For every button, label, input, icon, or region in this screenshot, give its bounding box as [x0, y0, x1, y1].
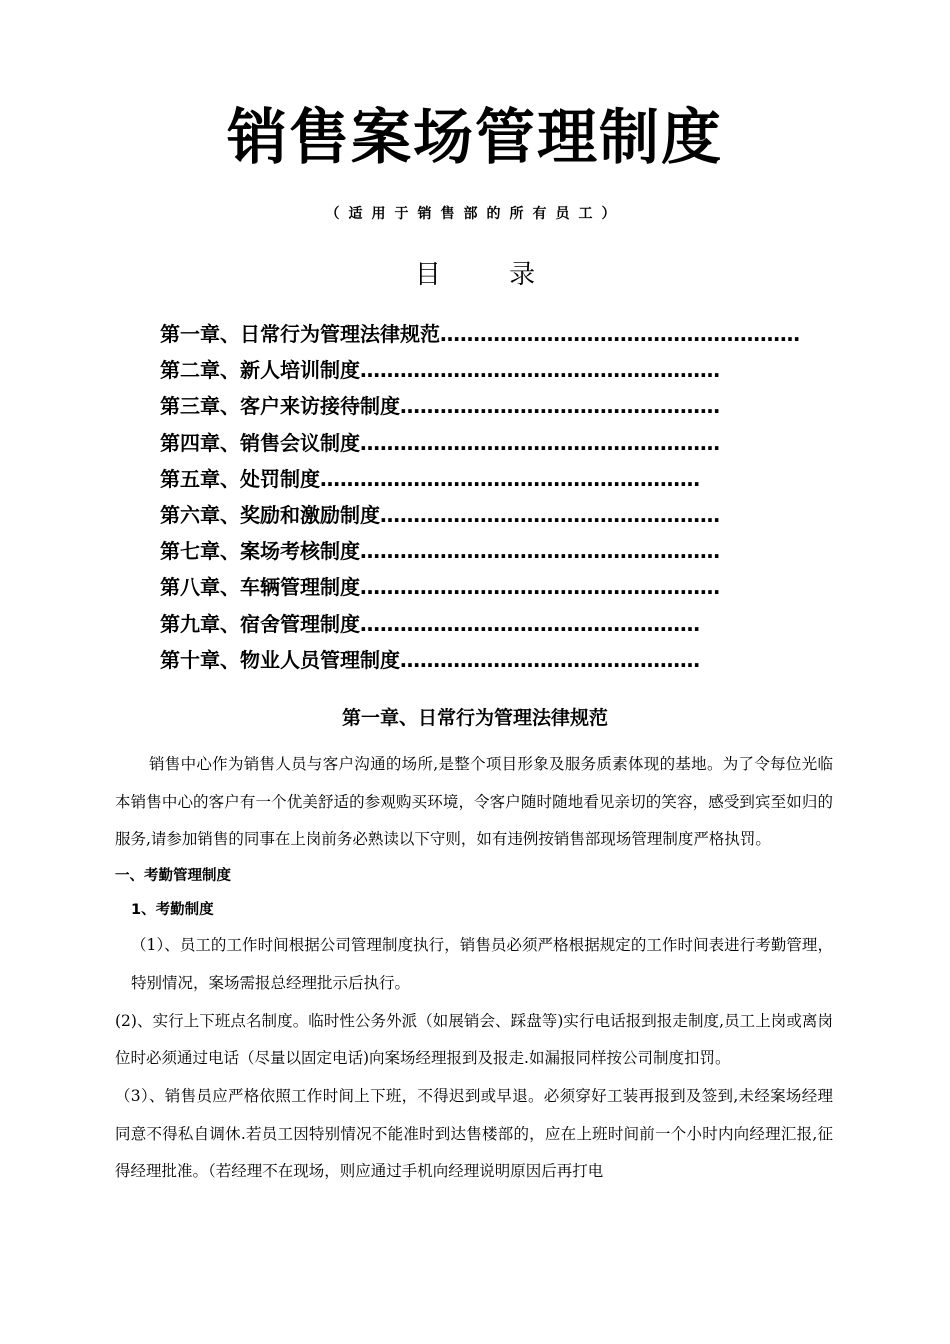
- toc-item: [160, 533, 850, 569]
- subsection-heading: 1、考勤制度: [131, 902, 214, 919]
- table-of-contents: [160, 316, 850, 678]
- toc-item: [160, 425, 850, 461]
- toc-item: [160, 388, 850, 424]
- toc-item-leader: ………………………………………: [400, 647, 700, 672]
- toc-item-label: 第八章、车辆管理制度: [160, 575, 360, 600]
- chapter-heading: 第一章、日常行为管理法律规范: [341, 707, 608, 729]
- document-subtitle: （适用于销售部的所有员工）: [325, 206, 625, 222]
- toc-item: [160, 569, 850, 605]
- toc-item-leader: ………………………………………………: [360, 539, 720, 564]
- toc-item: [160, 497, 850, 533]
- toc-item-label: 第六章、奖励和激励制度: [160, 502, 380, 527]
- toc-item-leader: ………………………………………………: [360, 358, 720, 383]
- toc-item-leader: ……………………………………………: [380, 502, 720, 527]
- toc-item: [160, 606, 850, 642]
- toc-item: [160, 316, 850, 352]
- toc-item-label: 第五章、处罚制度: [160, 466, 320, 491]
- toc-item-leader: ………………………………………………: [440, 322, 800, 346]
- rule-item-3: （3）、销售员应严格依照工作时间上下班，不得迟到或早退。必须穿好工装再报到及签到,未经案场经理同意不得私自调休.若员工因特别情况不能准时到达售楼部的，应在上班时间前一个小时内向经理汇报,征得经理批准。（若经理不在现场，则应通过手机向经理说明原因后再打电: [115, 1086, 833, 1181]
- toc-item-leader: …………………………………………………: [320, 466, 700, 491]
- toc-heading: 目 录: [414, 260, 566, 290]
- toc-item-label: 第三章、客户来访接待制度: [160, 394, 400, 419]
- chapter-body: [115, 746, 833, 1191]
- document-title: 销售案场管理制度: [227, 103, 723, 173]
- toc-item-label: 第七章、案场考核制度: [160, 539, 360, 564]
- toc-item-leader: …………………………………………: [400, 394, 720, 419]
- toc-item-label: 第一章、日常行为管理法律规范: [160, 322, 440, 346]
- toc-item-label: 第九章、宿舍管理制度: [160, 611, 360, 636]
- toc-item-label: 第十章、物业人员管理制度: [160, 647, 400, 672]
- toc-item: [160, 352, 850, 388]
- rule-item-1: （1）、员工的工作时间根据公司管理制度执行，销售员必须严格根据规定的工作时间表进行考勤管理，特别情况，案场需报总经理批示后执行。: [131, 936, 833, 992]
- toc-item-leader: ………………………………………………: [360, 430, 720, 455]
- toc-item-leader: ……………………………………………: [360, 611, 700, 636]
- toc-item: [160, 642, 850, 678]
- toc-item-label: 第四章、销售会议制度: [160, 430, 360, 455]
- intro-paragraph: 销售中心作为销售人员与客户沟通的场所,是整个项目形象及服务质素体现的基地。为了令每位光临本销售中心的客户有一个优美舒适的参观购买环境，令客户随时随地看见亲切的笑容，感受到宾至如归的服务,请参加销售的同事在上岗前务必熟读以下守则，如有违例按销售部现场管理制度严格执罚。: [115, 755, 833, 849]
- toc-item: [160, 461, 850, 497]
- section-heading: 一、考勤管理制度: [115, 868, 231, 885]
- rule-item-2: (2)、实行上下班点名制度。临时性公务外派（如展销会、踩盘等)实行电话报到报走制度,员工上岗或离岗位时必须通过电话（尽量以固定电话)向案场经理报到及报走.如漏报同样按公司制度扣罚。: [115, 1011, 833, 1068]
- toc-item-leader: ………………………………………………: [360, 575, 720, 600]
- toc-item-label: 第二章、新人培训制度: [160, 358, 360, 383]
